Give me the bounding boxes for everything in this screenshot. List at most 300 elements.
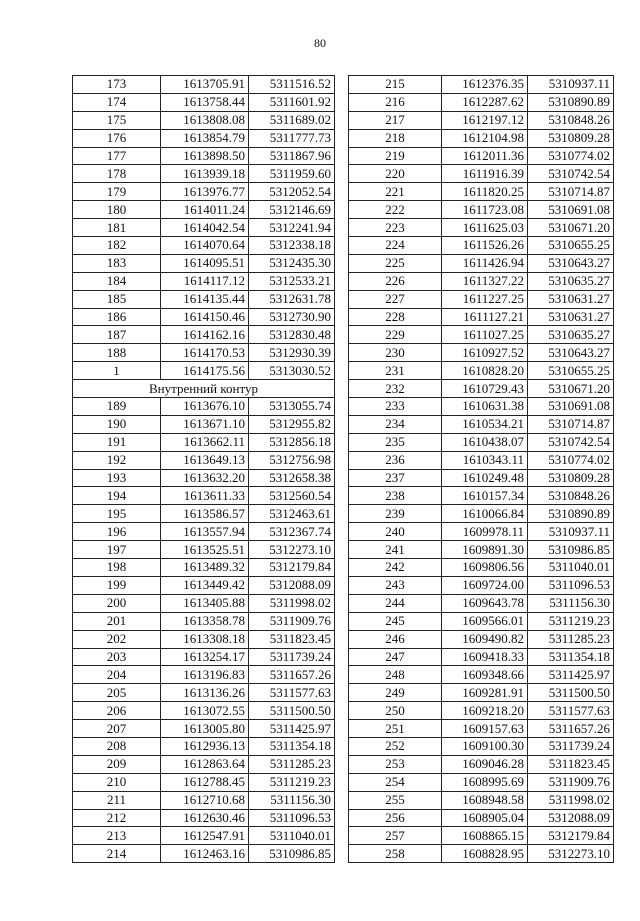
x-coordinate-cell: 1613898.50 bbox=[161, 147, 249, 165]
y-coordinate-cell: 5311577.63 bbox=[249, 684, 335, 702]
table-row bbox=[73, 308, 335, 326]
table-row bbox=[349, 791, 614, 809]
point-number-cell: 211 bbox=[73, 791, 161, 809]
table-row bbox=[73, 254, 335, 272]
table-row bbox=[73, 219, 335, 237]
x-coordinate-cell: 1614170.53 bbox=[161, 344, 249, 362]
page-number: 80 bbox=[314, 36, 326, 50]
x-coordinate-cell: 1608865.15 bbox=[442, 827, 528, 845]
point-number-cell: 215 bbox=[349, 76, 442, 94]
point-number-cell: 175 bbox=[73, 111, 161, 129]
y-coordinate-cell: 5310643.27 bbox=[528, 254, 614, 272]
table-row bbox=[349, 487, 614, 505]
point-number-cell: 173 bbox=[73, 76, 161, 94]
y-coordinate-cell: 5311096.53 bbox=[528, 576, 614, 594]
point-number-cell: 237 bbox=[349, 469, 442, 487]
table-row bbox=[73, 630, 335, 648]
table-row bbox=[349, 809, 614, 827]
y-coordinate-cell: 5312830.48 bbox=[249, 326, 335, 344]
x-coordinate-cell: 1613676.10 bbox=[161, 398, 249, 416]
x-coordinate-cell: 1612463.16 bbox=[161, 845, 249, 863]
point-number-cell: 201 bbox=[73, 612, 161, 630]
table-row bbox=[349, 147, 614, 165]
y-coordinate-cell: 5311909.76 bbox=[528, 773, 614, 791]
x-coordinate-cell: 1610534.21 bbox=[442, 415, 528, 433]
y-coordinate-cell: 5311867.96 bbox=[249, 147, 335, 165]
point-number-cell: 177 bbox=[73, 147, 161, 165]
table-row bbox=[349, 541, 614, 559]
point-number-cell: 242 bbox=[349, 559, 442, 577]
point-number-cell: 248 bbox=[349, 666, 442, 684]
table-row bbox=[73, 702, 335, 720]
x-coordinate-cell: 1612630.46 bbox=[161, 809, 249, 827]
point-number-cell: 250 bbox=[349, 702, 442, 720]
table-row bbox=[349, 666, 614, 684]
y-coordinate-cell: 5311219.23 bbox=[249, 773, 335, 791]
y-coordinate-cell: 5311577.63 bbox=[528, 702, 614, 720]
y-coordinate-cell: 5312088.09 bbox=[528, 809, 614, 827]
table-row bbox=[73, 272, 335, 290]
table-row bbox=[73, 559, 335, 577]
table-row bbox=[349, 76, 614, 94]
x-coordinate-cell: 1613976.77 bbox=[161, 183, 249, 201]
table-row bbox=[349, 648, 614, 666]
table-row bbox=[349, 845, 614, 863]
point-number-cell: 226 bbox=[349, 272, 442, 290]
point-number-cell: 196 bbox=[73, 523, 161, 541]
x-coordinate-cell: 1611526.26 bbox=[442, 237, 528, 255]
x-coordinate-cell: 1609418.33 bbox=[442, 648, 528, 666]
point-number-cell: 247 bbox=[349, 648, 442, 666]
point-number-cell: 233 bbox=[349, 398, 442, 416]
y-coordinate-cell: 5312088.09 bbox=[249, 576, 335, 594]
y-coordinate-cell: 5311739.24 bbox=[528, 737, 614, 755]
table-row bbox=[73, 487, 335, 505]
table-row bbox=[73, 237, 335, 255]
point-number-cell: 223 bbox=[349, 219, 442, 237]
x-coordinate-cell: 1610828.20 bbox=[442, 362, 528, 380]
x-coordinate-cell: 1611916.39 bbox=[442, 165, 528, 183]
coordinates-table-left bbox=[72, 75, 335, 863]
y-coordinate-cell: 5311500.50 bbox=[249, 702, 335, 720]
x-coordinate-cell: 1613525.51 bbox=[161, 541, 249, 559]
point-number-cell: 189 bbox=[73, 398, 161, 416]
x-coordinate-cell: 1610631.38 bbox=[442, 398, 528, 416]
y-coordinate-cell: 5310742.54 bbox=[528, 433, 614, 451]
table-row bbox=[349, 720, 614, 738]
point-number-cell: 205 bbox=[73, 684, 161, 702]
y-coordinate-cell: 5312146.69 bbox=[249, 201, 335, 219]
table-row bbox=[73, 684, 335, 702]
point-number-cell: 241 bbox=[349, 541, 442, 559]
point-number-cell: 254 bbox=[349, 773, 442, 791]
x-coordinate-cell: 1614042.54 bbox=[161, 219, 249, 237]
table-row bbox=[349, 594, 614, 612]
point-number-cell: 198 bbox=[73, 559, 161, 577]
point-number-cell: 244 bbox=[349, 594, 442, 612]
y-coordinate-cell: 5312338.18 bbox=[249, 237, 335, 255]
point-number-cell: 243 bbox=[349, 576, 442, 594]
point-number-cell: 238 bbox=[349, 487, 442, 505]
table-row bbox=[349, 326, 614, 344]
y-coordinate-cell: 5312435.30 bbox=[249, 254, 335, 272]
y-coordinate-cell: 5311739.24 bbox=[249, 648, 335, 666]
y-coordinate-cell: 5310631.27 bbox=[528, 290, 614, 308]
table-row bbox=[73, 129, 335, 147]
x-coordinate-cell: 1613489.32 bbox=[161, 559, 249, 577]
table-row bbox=[73, 666, 335, 684]
y-coordinate-cell: 5312930.39 bbox=[249, 344, 335, 362]
table-row bbox=[73, 737, 335, 755]
y-coordinate-cell: 5313030.52 bbox=[249, 362, 335, 380]
y-coordinate-cell: 5311689.02 bbox=[249, 111, 335, 129]
x-coordinate-cell: 1614150.46 bbox=[161, 308, 249, 326]
x-coordinate-cell: 1613196.83 bbox=[161, 666, 249, 684]
x-coordinate-cell: 1610927.52 bbox=[442, 344, 528, 362]
x-coordinate-cell: 1609643.78 bbox=[442, 594, 528, 612]
point-number-cell: 190 bbox=[73, 415, 161, 433]
y-coordinate-cell: 5311285.23 bbox=[528, 630, 614, 648]
table-row bbox=[73, 165, 335, 183]
table-row bbox=[349, 469, 614, 487]
y-coordinate-cell: 5310937.11 bbox=[528, 76, 614, 94]
table-row bbox=[349, 523, 614, 541]
x-coordinate-cell: 1613808.08 bbox=[161, 111, 249, 129]
point-number-cell: 249 bbox=[349, 684, 442, 702]
point-number-cell: 231 bbox=[349, 362, 442, 380]
table-row bbox=[73, 755, 335, 773]
table-row bbox=[349, 630, 614, 648]
table-row bbox=[349, 344, 614, 362]
x-coordinate-cell: 1609218.20 bbox=[442, 702, 528, 720]
x-coordinate-cell: 1610729.43 bbox=[442, 380, 528, 398]
table-row bbox=[73, 576, 335, 594]
table-row bbox=[349, 415, 614, 433]
x-coordinate-cell: 1609566.01 bbox=[442, 612, 528, 630]
y-coordinate-cell: 5312560.54 bbox=[249, 487, 335, 505]
x-coordinate-cell: 1613671.10 bbox=[161, 415, 249, 433]
y-coordinate-cell: 5310691.08 bbox=[528, 398, 614, 416]
y-coordinate-cell: 5310774.02 bbox=[528, 451, 614, 469]
table-row bbox=[349, 702, 614, 720]
point-number-cell: 193 bbox=[73, 469, 161, 487]
point-number-cell: 200 bbox=[73, 594, 161, 612]
table-row bbox=[73, 612, 335, 630]
table-row bbox=[349, 201, 614, 219]
y-coordinate-cell: 5311354.18 bbox=[528, 648, 614, 666]
y-coordinate-cell: 5312658.38 bbox=[249, 469, 335, 487]
y-coordinate-cell: 5312179.84 bbox=[528, 827, 614, 845]
point-number-cell: 187 bbox=[73, 326, 161, 344]
table-row bbox=[73, 541, 335, 559]
x-coordinate-cell: 1611723.08 bbox=[442, 201, 528, 219]
x-coordinate-cell: 1613586.57 bbox=[161, 505, 249, 523]
section-title: Внутренний контур bbox=[73, 380, 335, 398]
point-number-cell: 246 bbox=[349, 630, 442, 648]
x-coordinate-cell: 1612376.35 bbox=[442, 76, 528, 94]
point-number-cell: 219 bbox=[349, 147, 442, 165]
point-number-cell: 255 bbox=[349, 791, 442, 809]
y-coordinate-cell: 5311998.02 bbox=[528, 791, 614, 809]
y-coordinate-cell: 5310986.85 bbox=[528, 541, 614, 559]
point-number-cell: 253 bbox=[349, 755, 442, 773]
y-coordinate-cell: 5310986.85 bbox=[249, 845, 335, 863]
point-number-cell: 203 bbox=[73, 648, 161, 666]
point-number-cell: 256 bbox=[349, 809, 442, 827]
point-number-cell: 257 bbox=[349, 827, 442, 845]
x-coordinate-cell: 1609490.82 bbox=[442, 630, 528, 648]
point-number-cell: 185 bbox=[73, 290, 161, 308]
table-row bbox=[349, 380, 614, 398]
x-coordinate-cell: 1614135.44 bbox=[161, 290, 249, 308]
point-number-cell: 212 bbox=[73, 809, 161, 827]
table-row bbox=[73, 76, 335, 94]
y-coordinate-cell: 5310848.26 bbox=[528, 111, 614, 129]
x-coordinate-cell: 1612863.64 bbox=[161, 755, 249, 773]
x-coordinate-cell: 1614011.24 bbox=[161, 201, 249, 219]
table-row bbox=[349, 129, 614, 147]
x-coordinate-cell: 1609046.28 bbox=[442, 755, 528, 773]
table-row bbox=[73, 433, 335, 451]
point-number-cell: 229 bbox=[349, 326, 442, 344]
y-coordinate-cell: 5310635.27 bbox=[528, 326, 614, 344]
table-row bbox=[349, 290, 614, 308]
y-coordinate-cell: 5310774.02 bbox=[528, 147, 614, 165]
y-coordinate-cell: 5311425.97 bbox=[528, 666, 614, 684]
y-coordinate-cell: 5313055.74 bbox=[249, 398, 335, 416]
y-coordinate-cell: 5310848.26 bbox=[528, 487, 614, 505]
y-coordinate-cell: 5310714.87 bbox=[528, 183, 614, 201]
x-coordinate-cell: 1613649.13 bbox=[161, 451, 249, 469]
table-row bbox=[73, 505, 335, 523]
y-coordinate-cell: 5310937.11 bbox=[528, 523, 614, 541]
point-number-cell: 236 bbox=[349, 451, 442, 469]
point-number-cell: 206 bbox=[73, 702, 161, 720]
y-coordinate-cell: 5310631.27 bbox=[528, 308, 614, 326]
table-row bbox=[73, 362, 335, 380]
x-coordinate-cell: 1613632.20 bbox=[161, 469, 249, 487]
y-coordinate-cell: 5311998.02 bbox=[249, 594, 335, 612]
y-coordinate-cell: 5312730.90 bbox=[249, 308, 335, 326]
x-coordinate-cell: 1611820.25 bbox=[442, 183, 528, 201]
point-number-cell: 240 bbox=[349, 523, 442, 541]
x-coordinate-cell: 1610066.84 bbox=[442, 505, 528, 523]
point-number-cell: 191 bbox=[73, 433, 161, 451]
y-coordinate-cell: 5311516.52 bbox=[249, 76, 335, 94]
table-row bbox=[349, 612, 614, 630]
y-coordinate-cell: 5310742.54 bbox=[528, 165, 614, 183]
table-row bbox=[349, 237, 614, 255]
x-coordinate-cell: 1611027.25 bbox=[442, 326, 528, 344]
y-coordinate-cell: 5311601.92 bbox=[249, 93, 335, 111]
point-number-cell: 204 bbox=[73, 666, 161, 684]
x-coordinate-cell: 1610249.48 bbox=[442, 469, 528, 487]
table-row bbox=[349, 755, 614, 773]
y-coordinate-cell: 5311354.18 bbox=[249, 737, 335, 755]
table-row bbox=[349, 773, 614, 791]
table-row bbox=[349, 559, 614, 577]
y-coordinate-cell: 5311219.23 bbox=[528, 612, 614, 630]
x-coordinate-cell: 1612547.91 bbox=[161, 827, 249, 845]
x-coordinate-cell: 1614070.64 bbox=[161, 237, 249, 255]
table-row bbox=[73, 773, 335, 791]
point-number-cell: 210 bbox=[73, 773, 161, 791]
y-coordinate-cell: 5311657.26 bbox=[528, 720, 614, 738]
point-number-cell: 234 bbox=[349, 415, 442, 433]
y-coordinate-cell: 5312273.10 bbox=[528, 845, 614, 863]
table-row bbox=[349, 165, 614, 183]
x-coordinate-cell: 1608828.95 bbox=[442, 845, 528, 863]
table-row bbox=[349, 827, 614, 845]
point-number-cell: 209 bbox=[73, 755, 161, 773]
point-number-cell: 194 bbox=[73, 487, 161, 505]
x-coordinate-cell: 1614095.51 bbox=[161, 254, 249, 272]
point-number-cell: 199 bbox=[73, 576, 161, 594]
y-coordinate-cell: 5312179.84 bbox=[249, 559, 335, 577]
table-row bbox=[349, 308, 614, 326]
table-row bbox=[73, 523, 335, 541]
x-coordinate-cell: 1609806.56 bbox=[442, 559, 528, 577]
point-number-cell: 239 bbox=[349, 505, 442, 523]
y-coordinate-cell: 5312631.78 bbox=[249, 290, 335, 308]
x-coordinate-cell: 1613405.88 bbox=[161, 594, 249, 612]
y-coordinate-cell: 5312241.94 bbox=[249, 219, 335, 237]
y-coordinate-cell: 5312955.82 bbox=[249, 415, 335, 433]
table-row bbox=[73, 451, 335, 469]
x-coordinate-cell: 1613662.11 bbox=[161, 433, 249, 451]
y-coordinate-cell: 5311040.01 bbox=[249, 827, 335, 845]
table-row bbox=[349, 505, 614, 523]
point-number-cell: 251 bbox=[349, 720, 442, 738]
x-coordinate-cell: 1610343.11 bbox=[442, 451, 528, 469]
x-coordinate-cell: 1612710.68 bbox=[161, 791, 249, 809]
x-coordinate-cell: 1613254.17 bbox=[161, 648, 249, 666]
table-row bbox=[349, 254, 614, 272]
y-coordinate-cell: 5310890.89 bbox=[528, 93, 614, 111]
point-number-cell: 218 bbox=[349, 129, 442, 147]
table-row bbox=[349, 111, 614, 129]
y-coordinate-cell: 5310809.28 bbox=[528, 469, 614, 487]
x-coordinate-cell: 1609157.63 bbox=[442, 720, 528, 738]
x-coordinate-cell: 1612104.98 bbox=[442, 129, 528, 147]
y-coordinate-cell: 5312052.54 bbox=[249, 183, 335, 201]
x-coordinate-cell: 1614175.56 bbox=[161, 362, 249, 380]
y-coordinate-cell: 5310635.27 bbox=[528, 272, 614, 290]
table-row bbox=[73, 93, 335, 111]
y-coordinate-cell: 5312367.74 bbox=[249, 523, 335, 541]
point-number-cell: 207 bbox=[73, 720, 161, 738]
y-coordinate-cell: 5311909.76 bbox=[249, 612, 335, 630]
x-coordinate-cell: 1611625.03 bbox=[442, 219, 528, 237]
y-coordinate-cell: 5310655.25 bbox=[528, 362, 614, 380]
point-number-cell: 221 bbox=[349, 183, 442, 201]
y-coordinate-cell: 5311823.45 bbox=[528, 755, 614, 773]
table-row bbox=[349, 219, 614, 237]
point-number-cell: 184 bbox=[73, 272, 161, 290]
table-row bbox=[73, 720, 335, 738]
y-coordinate-cell: 5311156.30 bbox=[528, 594, 614, 612]
y-coordinate-cell: 5311657.26 bbox=[249, 666, 335, 684]
y-coordinate-cell: 5310671.20 bbox=[528, 380, 614, 398]
y-coordinate-cell: 5310671.20 bbox=[528, 219, 614, 237]
x-coordinate-cell: 1613136.26 bbox=[161, 684, 249, 702]
x-coordinate-cell: 1612287.62 bbox=[442, 93, 528, 111]
y-coordinate-cell: 5312533.21 bbox=[249, 272, 335, 290]
table-row bbox=[349, 398, 614, 416]
point-number-cell: 182 bbox=[73, 237, 161, 255]
y-coordinate-cell: 5311500.50 bbox=[528, 684, 614, 702]
table-row bbox=[73, 290, 335, 308]
y-coordinate-cell: 5311823.45 bbox=[249, 630, 335, 648]
x-coordinate-cell: 1610157.34 bbox=[442, 487, 528, 505]
point-number-cell: 217 bbox=[349, 111, 442, 129]
x-coordinate-cell: 1611327.22 bbox=[442, 272, 528, 290]
x-coordinate-cell: 1610438.07 bbox=[442, 433, 528, 451]
point-number-cell: 228 bbox=[349, 308, 442, 326]
y-coordinate-cell: 5310691.08 bbox=[528, 201, 614, 219]
x-coordinate-cell: 1612011.36 bbox=[442, 147, 528, 165]
table-row bbox=[349, 433, 614, 451]
x-coordinate-cell: 1611426.94 bbox=[442, 254, 528, 272]
x-coordinate-cell: 1609891.30 bbox=[442, 541, 528, 559]
point-number-cell: 230 bbox=[349, 344, 442, 362]
section-header-row bbox=[73, 380, 335, 398]
table-row bbox=[73, 201, 335, 219]
table-row bbox=[349, 93, 614, 111]
x-coordinate-cell: 1612197.12 bbox=[442, 111, 528, 129]
x-coordinate-cell: 1613758.44 bbox=[161, 93, 249, 111]
y-coordinate-cell: 5312463.61 bbox=[249, 505, 335, 523]
point-number-cell: 188 bbox=[73, 344, 161, 362]
x-coordinate-cell: 1609100.30 bbox=[442, 737, 528, 755]
x-coordinate-cell: 1613072.55 bbox=[161, 702, 249, 720]
table-row bbox=[349, 576, 614, 594]
point-number-cell: 227 bbox=[349, 290, 442, 308]
x-coordinate-cell: 1609978.11 bbox=[442, 523, 528, 541]
point-number-cell: 224 bbox=[349, 237, 442, 255]
point-number-cell: 235 bbox=[349, 433, 442, 451]
x-coordinate-cell: 1611127.21 bbox=[442, 308, 528, 326]
table-row bbox=[349, 183, 614, 201]
table-row bbox=[73, 326, 335, 344]
y-coordinate-cell: 5311285.23 bbox=[249, 755, 335, 773]
table-row bbox=[73, 809, 335, 827]
point-number-cell: 174 bbox=[73, 93, 161, 111]
point-number-cell: 180 bbox=[73, 201, 161, 219]
point-number-cell: 252 bbox=[349, 737, 442, 755]
x-coordinate-cell: 1609281.91 bbox=[442, 684, 528, 702]
x-coordinate-cell: 1614117.12 bbox=[161, 272, 249, 290]
x-coordinate-cell: 1609348.66 bbox=[442, 666, 528, 684]
table-row bbox=[349, 737, 614, 755]
x-coordinate-cell: 1608948.58 bbox=[442, 791, 528, 809]
y-coordinate-cell: 5312756.98 bbox=[249, 451, 335, 469]
x-coordinate-cell: 1613939.18 bbox=[161, 165, 249, 183]
x-coordinate-cell: 1614162.16 bbox=[161, 326, 249, 344]
table-row bbox=[73, 791, 335, 809]
table-row bbox=[73, 648, 335, 666]
y-coordinate-cell: 5310714.87 bbox=[528, 415, 614, 433]
x-coordinate-cell: 1613705.91 bbox=[161, 76, 249, 94]
x-coordinate-cell: 1613449.42 bbox=[161, 576, 249, 594]
table-row bbox=[349, 451, 614, 469]
table-row bbox=[73, 183, 335, 201]
x-coordinate-cell: 1609724.00 bbox=[442, 576, 528, 594]
table-row bbox=[349, 362, 614, 380]
point-number-cell: 195 bbox=[73, 505, 161, 523]
y-coordinate-cell: 5310643.27 bbox=[528, 344, 614, 362]
point-number-cell: 192 bbox=[73, 451, 161, 469]
